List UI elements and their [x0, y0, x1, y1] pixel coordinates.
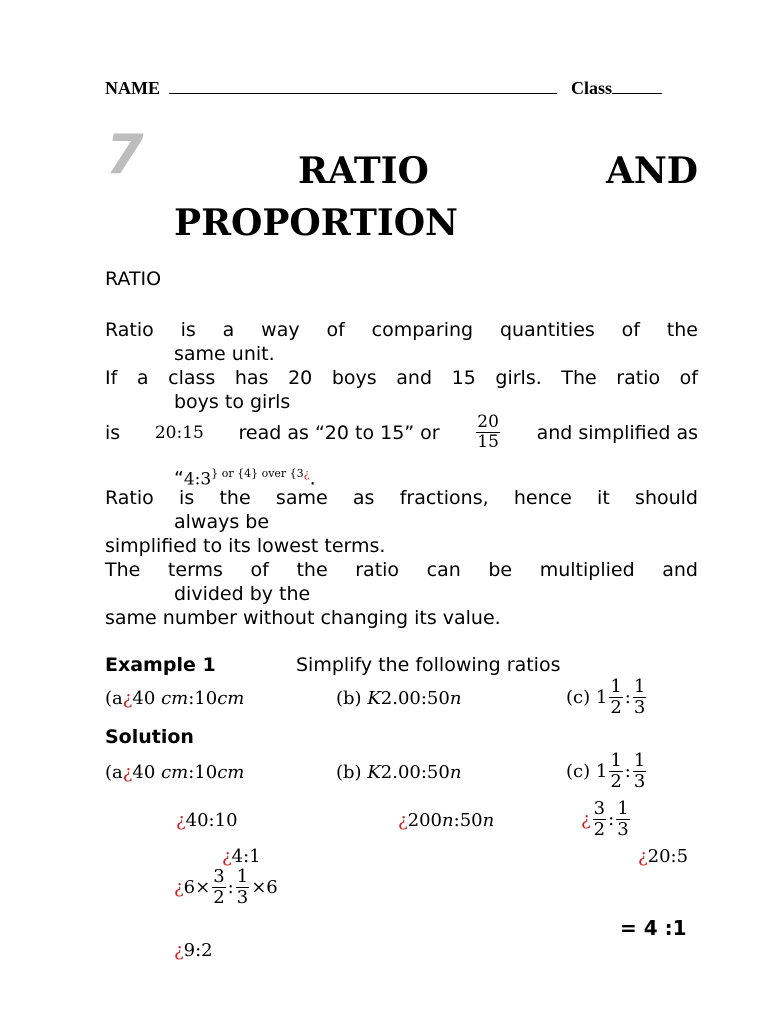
p3-ratio: 20:15 [154, 422, 204, 443]
example-label: Example 1 [105, 654, 216, 676]
p3-ratio-4-3: 4:3 [183, 469, 212, 490]
example-b-k: K [367, 688, 381, 709]
solution-a-step3 [174, 868, 278, 907]
solution-c-whole: 1 [595, 761, 608, 782]
solution-c-step1-frac1 [593, 800, 606, 839]
solution-c-num1: 1 [610, 750, 622, 771]
example-c-frac1 [609, 678, 622, 717]
solution-c-step1-glyph: ¿ [581, 809, 591, 830]
solution-item-b [336, 762, 461, 783]
solution-a-step3-frac2 [236, 868, 249, 907]
solution-b-colon: : [453, 810, 460, 831]
example-a-prefix: (a [105, 688, 123, 709]
example-b-50: 50 [426, 688, 450, 709]
example-a-cm2: cm [217, 688, 245, 709]
solution-c-num2: 1 [633, 750, 646, 771]
solution-b-step1-glyph: ¿ [398, 810, 408, 831]
example-c-frac2 [633, 678, 646, 717]
solution-a-step3-num2: 1 [236, 866, 249, 887]
example-a-40: 40 [132, 688, 156, 709]
solution-c-step1 [581, 800, 632, 839]
solution-item-c [566, 752, 648, 791]
title-word-ratio: RATIO [298, 150, 429, 192]
solution-a-10: 10 [194, 762, 218, 783]
solution-a-step3-frac1 [212, 868, 225, 907]
p3-small-markup: } or {4} over {3 [211, 467, 304, 480]
solution-a-step1 [176, 810, 238, 831]
p3-glyph: ¿ [303, 467, 310, 480]
p2-line1: If a class has 20 boys and 15 girls. The ratio of [105, 367, 698, 389]
p5-line1: The terms of the ratio can be multiplied and [105, 559, 698, 581]
solution-b-val: 2.00 [380, 762, 421, 783]
chapter-number: 7 [106, 123, 144, 186]
solution-a-step2-glyph: ¿ [222, 846, 232, 867]
example-b-colon: : [420, 688, 427, 709]
example-instruction: Simplify the following ratios [296, 654, 561, 676]
p5-line2: divided by the [174, 583, 311, 605]
p3-open-quote: “ [174, 467, 184, 490]
solution-c-step1-den2: 3 [617, 819, 629, 840]
solution-item-a [105, 762, 244, 783]
solution-a-step3-num1: 3 [213, 866, 225, 887]
example-a-10: 10 [194, 688, 218, 709]
solution-a-cm1: cm [161, 762, 189, 783]
solution-c-step1-num2: 1 [617, 798, 629, 819]
solution-c-den1: 2 [610, 771, 622, 792]
example-b-val: 2.00 [380, 688, 421, 709]
solution-c-frac2 [633, 752, 646, 791]
p4-line1: Ratio is the same as fractions, hence it should [105, 487, 698, 509]
p3-period: . [309, 467, 316, 490]
chapter-title-line2: PROPORTION [174, 202, 458, 244]
p3-fraction [476, 414, 500, 451]
solution-a-step3-glyph: ¿ [174, 877, 184, 898]
solution-b-50: 50 [426, 762, 450, 783]
solution-c-step1-frac2 [616, 800, 629, 839]
solution-a-step2 [222, 846, 261, 867]
solution-a-step4 [174, 940, 213, 961]
example-a-glyph: ¿ [122, 688, 133, 709]
solution-c-step2-glyph: ¿ [638, 846, 648, 867]
example-c-den1: 2 [610, 697, 622, 718]
solution-b-k: K [367, 762, 381, 783]
title-word-and: AND [605, 150, 698, 192]
solution-a-40: 40 [132, 762, 156, 783]
solution-c-step1-num1: 3 [593, 798, 606, 819]
solution-c-step2 [638, 846, 688, 867]
solution-a-prefix: (a [105, 762, 123, 783]
example-item-b [336, 688, 461, 709]
p1-line1: Ratio is a way of comparing quantities of the [105, 319, 698, 341]
solution-b-colon: : [420, 762, 427, 783]
solution-a-step1-text: 40:10 [185, 810, 238, 831]
example-c-prefix: (c) [566, 687, 591, 708]
class-label: Class [571, 78, 613, 98]
solution-a-step4-glyph: ¿ [174, 940, 184, 961]
solution-a-step3-post: ×6 [251, 877, 278, 898]
solution-a-cm2: cm [217, 762, 245, 783]
name-label: NAME [105, 78, 160, 98]
example-b-n: n [449, 688, 462, 709]
p3-frac-den: 15 [477, 432, 499, 452]
chapter-title-line1 [174, 145, 698, 197]
name-class-line [105, 78, 683, 99]
example-b-prefix: (b) [336, 688, 362, 709]
solution-a-step4-text: 9:2 [183, 940, 213, 961]
solution-c-step1-den1: 2 [593, 819, 606, 840]
solution-a-step1-glyph: ¿ [176, 810, 186, 831]
solution-c-step2-text: 20:5 [647, 846, 689, 867]
example-c-whole: 1 [595, 687, 608, 708]
solution-c-colon: : [624, 761, 631, 782]
p3-line1 [105, 414, 698, 451]
name-blank[interactable] [169, 79, 557, 94]
solution-a-step3-colon: : [227, 877, 234, 898]
solution-b-50: 50 [459, 810, 483, 831]
example-c-num1: 1 [610, 676, 622, 697]
solution-a-step2-text: 4:1 [231, 846, 261, 867]
solution-a-glyph: ¿ [122, 762, 133, 783]
solution-a-colon: : [188, 762, 195, 783]
example-a-colon: : [188, 688, 195, 709]
solution-label: Solution [105, 726, 194, 748]
p3-is: is [105, 421, 121, 444]
solution-c-prefix: (c) [566, 761, 591, 782]
p1-line2: same unit. [174, 343, 275, 365]
solution-b-n1: n [442, 810, 454, 831]
example-c-den2: 3 [633, 697, 646, 718]
solution-c-frac1 [609, 752, 622, 791]
solution-c-step1-colon: : [608, 809, 615, 830]
solution-a-step3-den2: 3 [236, 887, 249, 908]
class-blank[interactable] [612, 79, 662, 94]
solution-c-den2: 3 [633, 771, 646, 792]
solution-b-prefix: (b) [336, 762, 362, 783]
p2-line2: boys to girls [174, 391, 291, 413]
p4-line2: always be [174, 511, 270, 533]
p5-line3: same number without changing its value. [105, 607, 501, 629]
solution-c-final: = 4 :1 [620, 916, 687, 940]
example-item-a [105, 688, 244, 709]
solution-b-n2: n [482, 810, 495, 831]
p4-line3: simplified to its lowest terms. [105, 535, 386, 557]
p3-frac-num: 20 [477, 412, 499, 432]
solution-a-step3-pre: 6× [183, 877, 211, 898]
example-c-num2: 1 [633, 676, 646, 697]
solution-a-step3-den1: 2 [213, 887, 225, 908]
solution-b-step1 [398, 810, 494, 831]
solution-b-n: n [449, 762, 462, 783]
solution-b-200: 200 [407, 810, 443, 831]
example-c-colon: : [624, 687, 631, 708]
p3-read: read as “20 to 15” or [238, 421, 440, 444]
section-heading: RATIO [105, 268, 162, 290]
p3-simplified: and simplified as [536, 421, 698, 444]
example-item-c [566, 678, 648, 717]
example-a-cm1: cm [161, 688, 189, 709]
